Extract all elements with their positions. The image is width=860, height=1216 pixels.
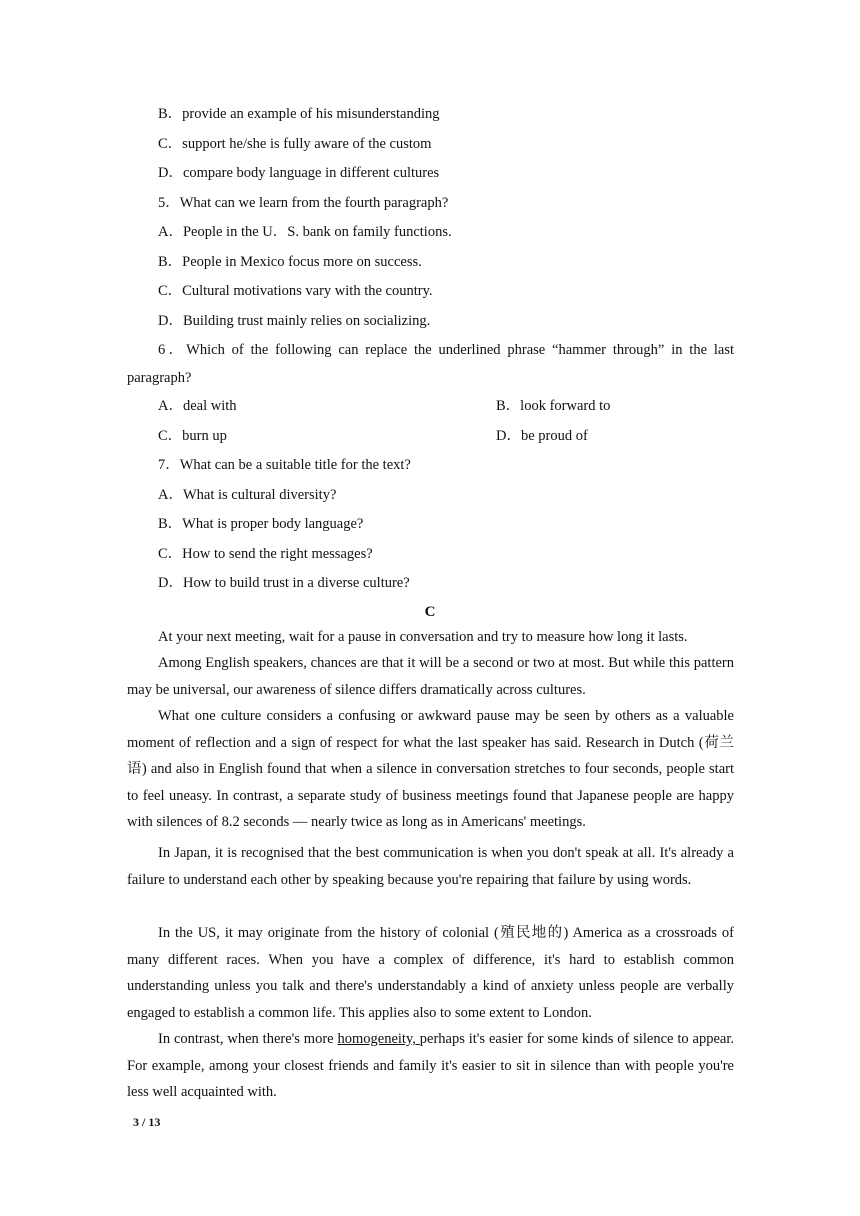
q7-option-c: C．How to send the right messages? <box>158 546 373 562</box>
passage-paragraph-6 <box>127 1026 734 1106</box>
underlined-word: homogeneity, <box>337 1031 420 1047</box>
q6-option-d: D．be proud of <box>496 428 588 444</box>
paragraph-6-text-end: perhaps it's easier for some kinds of silence to appear. For example, among your closest friends and family it's easier to sit in silence than with people you're less well acquainted with. <box>127 1031 734 1101</box>
q7-stem: 7．What can be a suitable title for the text? <box>158 457 411 473</box>
passage-paragraph-1: At your next meeting, wait for a pause in conversation and try to measure how long it lasts. <box>158 629 688 645</box>
paragraph-6-text-start: In contrast, when there's more <box>158 1031 338 1047</box>
q6-stem: 6．Which of the following can replace the underlined phrase “hammer through” in the last paragraph? <box>127 342 734 386</box>
passage-paragraph-5: In the US, it may originate from the history of colonial (殖民地的) America as a crossroads of many different races. When you have a complex of difference, it's hard to establish common understanding unless you talk and there's understandably a kind of anxiety unless people are verbally engaged to establish a common life. This applies also to some extent to London. <box>127 925 734 1021</box>
passage-paragraph-4: In Japan, it is recognised that the best communication is when you don't speak at all. It's already a failure to understand each other by speaking because you're repairing that failure by using words. <box>127 845 734 888</box>
q5-option-a: A．People in the U．S. bank on family functions. <box>158 224 452 240</box>
q5-option-d: D．Building trust mainly relies on socializing. <box>158 313 431 329</box>
passage-paragraph-3: What one culture considers a confusing or awkward pause may be seen by others as a valuable moment of reflection and a sign of respect for what the last speaker has said. Research in Dutch (荷兰语) and also in English found that when a silence in conversation stretches to four seconds, people start to feel uneasy. In contrast, a separate study of business meetings found that Japanese people are happy with silences of 8.2 seconds — nearly twice as long as in Americans' meetings. <box>127 708 734 831</box>
q4-option-b: B．provide an example of his misunderstanding <box>158 106 440 122</box>
q7-option-d: D．How to build trust in a diverse culture? <box>158 575 410 591</box>
q5-option-b: B．People in Mexico focus more on success. <box>158 254 422 270</box>
q6-option-b: B．look forward to <box>496 398 611 414</box>
q7-option-b: B．What is proper body language? <box>158 516 364 532</box>
q6-option-a: A．deal with <box>158 398 237 414</box>
passage-paragraph-2: Among English speakers, chances are that it will be a second or two at most. But while this pattern may be universal, our awareness of silence differs dramatically across cultures. <box>127 655 734 698</box>
q5-stem: 5．What can we learn from the fourth paragraph? <box>158 195 449 211</box>
passage-section-letter: C <box>424 604 436 620</box>
q4-option-d: D．compare body language in different cultures <box>158 165 440 181</box>
q6-option-c: C．burn up <box>158 428 227 444</box>
q5-option-c: C．Cultural motivations vary with the country. <box>158 283 433 299</box>
q7-option-a: A．What is cultural diversity? <box>158 487 337 503</box>
page-number: 3 / 13 <box>133 1115 161 1129</box>
q4-option-c: C．support he/she is fully aware of the custom <box>158 136 432 152</box>
